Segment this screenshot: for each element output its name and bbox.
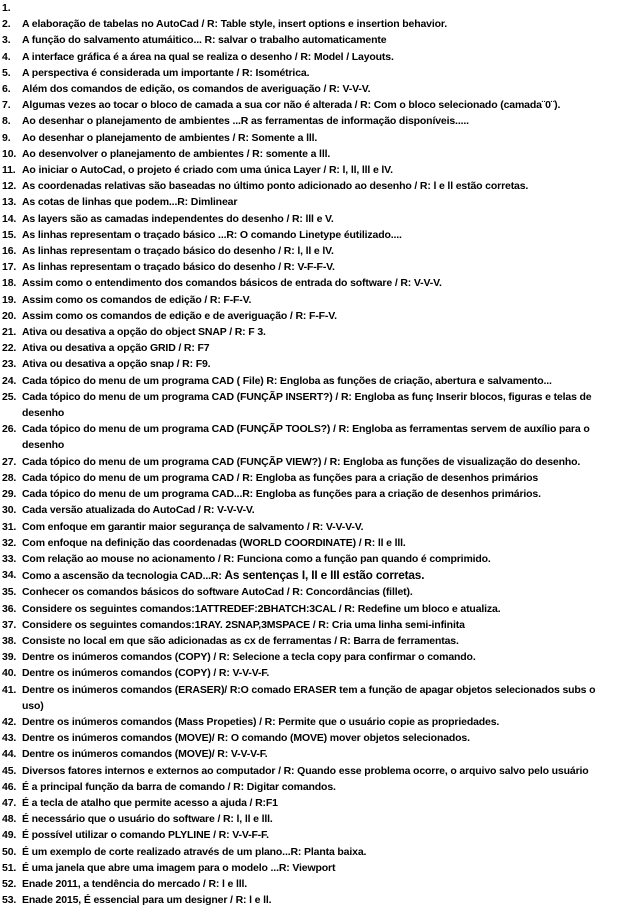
item-text <box>22 162 623 178</box>
list-item <box>2 730 623 746</box>
item-text <box>22 454 623 470</box>
item-text <box>22 519 623 535</box>
list-item <box>2 0 623 16</box>
item-text <box>22 502 623 518</box>
item-text <box>22 194 623 210</box>
item-question-answer: As coordenadas relativas são baseadas no último ponto adicionado ao desenho / R: l e ll estão corretas. <box>22 180 529 193</box>
item-number: 18. <box>2 277 17 290</box>
item-text <box>22 763 623 779</box>
item-question-answer: Cada tópico do menu de um programa CAD (FUNÇÃP TOOLS?) / R: Engloba as ferramentas servem de auxílio para o desenho <box>22 423 590 452</box>
list-item <box>2 162 623 178</box>
item-question-answer: Como a ascensão da tecnologia CAD...R: <box>22 570 225 583</box>
item-text <box>22 356 623 372</box>
item-question-answer: As linhas representam o traçado básico ...R: O comando Linetype éutilizado.... <box>22 228 402 241</box>
item-number: 16. <box>2 245 17 258</box>
item-question-answer: As layers são as camadas independentes do desenho / R: lll e V. <box>22 212 334 225</box>
list-item <box>2 892 623 908</box>
list-item <box>2 113 623 129</box>
item-question-answer: Com relação ao mouse no acionamento / R: Funciona como a função pan quando é comprimido. <box>22 552 491 565</box>
item-question-answer: As linhas representam o traçado básico do desenho / R: V-F-F-V. <box>22 261 335 274</box>
list-item <box>2 389 623 421</box>
list-item <box>2 584 623 600</box>
item-question-answer: Dentre os inúmeros comandos (Mass Propeties) / R: Permite que o usuário copie as propriedades. <box>22 715 500 728</box>
item-question-answer: Cada tópico do menu de um programa CAD ( File) R: Engloba as funções de criação, abertura e salvamento... <box>22 374 552 387</box>
item-text <box>22 146 623 162</box>
item-text <box>22 827 623 843</box>
item-number: 15. <box>2 228 17 241</box>
item-text <box>22 617 623 633</box>
item-question-answer: Considere os seguintes comandos:1RAY. 2SNAP,3MSPACE / R: Cria uma linha semi-infinita <box>22 618 465 631</box>
item-text <box>22 324 623 340</box>
item-text <box>22 97 623 113</box>
item-text <box>22 876 623 892</box>
item-question-answer: Cada tópico do menu de um programa CAD (FUNÇÃP VIEW?) / R: Engloba as funções de visualização do desenho. <box>22 455 581 468</box>
item-question-answer: Ativa ou desativa a opção snap / R: F9. <box>22 358 211 371</box>
item-text <box>22 130 623 146</box>
list-item <box>2 308 623 324</box>
item-question-answer: Enade 2015, É essencial para um designer / R: l e ll. <box>22 894 272 907</box>
item-question-answer: Dentre os inúmeros comandos (COPY) / R: V-V-V-F. <box>22 667 270 680</box>
item-number: 8. <box>2 115 11 128</box>
item-question-answer: Com enfoque em garantir maior segurança de salvamento / R: V-V-V-V. <box>22 520 364 533</box>
item-question-answer: Considere os seguintes comandos:1ATTREDEF:2BHATCH:3CAL / R: Redefine um bloco e atualiza. <box>22 602 501 615</box>
item-answer-emphasis: As sentenças I, II e III estão corretas. <box>224 568 425 583</box>
list-item <box>2 292 623 308</box>
item-number: 10. <box>2 147 17 160</box>
list-item <box>2 876 623 892</box>
item-text <box>22 860 623 876</box>
item-number: 30. <box>2 504 17 517</box>
item-question-answer: Assim como os comandos de edição e de averiguação / R: F-F-V. <box>22 309 337 322</box>
item-text <box>22 81 623 97</box>
item-question-answer: Consiste no local em que são adicionadas as cx de ferramentas / R: Barra de ferramentas. <box>22 634 459 647</box>
list-item <box>2 617 623 633</box>
item-number: 1. <box>2 2 11 14</box>
item-text <box>22 746 623 762</box>
list-item <box>2 844 623 860</box>
item-text <box>22 211 623 227</box>
list-item <box>2 227 623 243</box>
item-text <box>22 730 623 746</box>
list-item <box>2 601 623 617</box>
item-number: 43. <box>2 732 17 745</box>
item-text <box>22 665 623 681</box>
item-number: 17. <box>2 261 17 274</box>
item-number: 19. <box>2 293 17 306</box>
list-item <box>2 178 623 194</box>
list-item <box>2 811 623 827</box>
item-question-answer: Cada tópico do menu de um programa CAD / R: Engloba as funções para a criação de desenhos primários <box>22 471 539 484</box>
item-number: 48. <box>2 813 17 826</box>
list-item <box>2 763 623 779</box>
list-item <box>2 486 623 502</box>
list-item <box>2 795 623 811</box>
item-question-answer: Conhecer os comandos básicos do software AutoCad / R: Concordâncias (fillet). <box>22 586 413 599</box>
item-number: 32. <box>2 536 17 549</box>
list-item <box>2 682 623 714</box>
item-number: 31. <box>2 520 17 533</box>
item-number: 23. <box>2 358 17 371</box>
list-item <box>2 470 623 486</box>
list-item <box>2 97 623 113</box>
item-number: 37. <box>2 618 17 631</box>
item-number: 20. <box>2 309 17 322</box>
item-text <box>22 259 623 275</box>
item-number: 52. <box>2 877 17 890</box>
item-text <box>22 49 623 65</box>
item-text <box>22 844 623 860</box>
list-item <box>2 65 623 81</box>
list-item <box>2 324 623 340</box>
item-text <box>22 486 623 502</box>
item-number: 28. <box>2 471 17 484</box>
item-text <box>22 227 623 243</box>
list-item <box>2 746 623 762</box>
item-number: 5. <box>2 66 11 79</box>
item-question-answer: Assim como os comandos de edição / R: F-F-V. <box>22 293 252 306</box>
item-question-answer: É uma janela que abre uma imagem para o modelo ...R: Viewport <box>22 861 336 874</box>
list-item <box>2 714 623 730</box>
item-question-answer: Com enfoque na definição das coordenadas (WORLD COORDINATE) / R: ll e lll. <box>22 536 406 549</box>
item-text <box>22 275 623 291</box>
list-item <box>2 356 623 372</box>
item-question-answer: A função do salvamento atumáitico... R: salvar o trabalho automaticamente <box>22 34 387 47</box>
item-question-answer: É a tecla de atalho que permite acesso a ajuda / R:F1 <box>22 796 278 809</box>
item-number: 40. <box>2 667 17 680</box>
list-item <box>2 779 623 795</box>
list-item <box>2 421 623 453</box>
item-text <box>22 649 623 665</box>
list-item <box>2 827 623 843</box>
item-question-answer: É um exemplo de corte realizado através de um plano...R: Planta baixa. <box>22 845 367 858</box>
item-number: 11. <box>2 164 16 177</box>
item-text <box>22 682 623 714</box>
list-item <box>2 454 623 470</box>
item-number: 22. <box>2 342 17 355</box>
item-number: 7. <box>2 99 11 112</box>
item-number: 38. <box>2 634 17 647</box>
item-question-answer: Algumas vezes ao tocar o bloco de camada a sua cor não é alterada / R: Com o bloco selecionado (camada¨0¨). <box>22 99 561 112</box>
item-question-answer: Ao desenvolver o planejamento de ambientes / R: somente a lll. <box>22 147 331 160</box>
item-text <box>22 470 623 486</box>
list-item <box>2 130 623 146</box>
item-number: 13. <box>2 196 17 209</box>
list-item <box>2 259 623 275</box>
item-text <box>22 292 623 308</box>
item-text <box>22 113 623 129</box>
item-number: 41. <box>2 683 17 696</box>
item-question-answer: Dentre os inúmeros comandos (MOVE)/ R: O comando (MOVE) mover objetos selecionados. <box>22 732 470 745</box>
item-number: 42. <box>2 715 17 728</box>
item-question-answer: As linhas representam o traçado básico do desenho / R: l, ll e lV. <box>22 245 334 258</box>
item-text <box>22 340 623 356</box>
item-text <box>22 795 623 811</box>
item-number: 34. <box>2 569 17 582</box>
item-question-answer: A interface gráfica é a área na qual se realiza o desenho / R: Model / Layouts. <box>22 50 394 63</box>
item-text <box>22 32 623 48</box>
item-text <box>22 601 623 617</box>
item-number: 6. <box>2 83 11 96</box>
item-question-answer: Ativa ou desativa a opção do object SNAP / R: F 3. <box>22 326 266 339</box>
list-item <box>2 633 623 649</box>
item-text <box>22 178 623 194</box>
item-number: 27. <box>2 455 17 468</box>
item-text <box>22 633 623 649</box>
item-number: 46. <box>2 780 17 793</box>
item-number: 33. <box>2 552 17 565</box>
item-question-answer: Assim como o entendimento dos comandos básicos de entrada do software / R: V-V-V. <box>22 277 442 290</box>
list-item <box>2 519 623 535</box>
item-question-answer: Diversos fatores internos e externos ao computador / R: Quando esse problema ocorre, o arquivo salvo pelo usuário <box>22 764 589 777</box>
list-item <box>2 243 623 259</box>
list-item <box>2 860 623 876</box>
item-question-answer: A elaboração de tabelas no AutoCad / R: Table style, insert options e insertion behavior. <box>22 18 448 31</box>
item-text <box>22 779 623 795</box>
item-text <box>22 421 623 453</box>
item-number: 36. <box>2 602 17 615</box>
item-question-answer: É necessário que o usuário do software / R: l, ll e lll. <box>22 813 273 826</box>
answer-list <box>2 0 623 908</box>
list-item <box>2 340 623 356</box>
item-question-answer: Enade 2011, a tendência do mercado / R: l e lll. <box>22 877 248 890</box>
list-item <box>2 373 623 389</box>
item-number: 24. <box>2 374 17 387</box>
item-number: 9. <box>2 131 11 144</box>
item-text <box>22 65 623 81</box>
item-number: 50. <box>2 845 17 858</box>
item-question-answer: É possível utilizar o comando PLYLINE / R: V-V-F-F. <box>22 829 269 842</box>
item-text <box>22 535 623 551</box>
item-text <box>22 373 623 389</box>
list-item <box>2 535 623 551</box>
item-question-answer: Ao iniciar o AutoCad, o projeto é criado com uma única Layer / R: l, ll, lll e lV. <box>22 164 393 177</box>
list-item <box>2 649 623 665</box>
item-question-answer: Ativa ou desativa a opção GRID / R: F7 <box>22 342 210 355</box>
list-item <box>2 146 623 162</box>
item-question-answer: Além dos comandos de edição, os comandos de averiguação / R: V-V-V. <box>22 83 371 96</box>
item-number: 29. <box>2 488 17 501</box>
item-text <box>22 584 623 600</box>
item-number: 39. <box>2 651 17 664</box>
item-text <box>22 389 623 421</box>
item-question-answer: Dentre os inúmeros comandos (COPY) / R: Selecione a tecla copy para confirmar o comando. <box>22 651 476 664</box>
item-text <box>22 892 623 908</box>
list-item <box>2 665 623 681</box>
item-question-answer: É a principal função da barra de comando / R: Digitar comandos. <box>22 780 336 793</box>
item-number: 53. <box>2 894 17 907</box>
list-item <box>2 551 623 567</box>
item-question-answer: Cada tópico do menu de um programa CAD...R: Engloba as funções para a criação de desenhos primários. <box>22 488 541 501</box>
item-number: 35. <box>2 586 17 599</box>
item-number: 47. <box>2 796 17 809</box>
item-number: 45. <box>2 764 17 777</box>
item-question-answer: Cada versão atualizada do AutoCad / R: V-V-V-V. <box>22 504 255 517</box>
item-number: 4. <box>2 50 11 63</box>
item-text <box>22 567 623 584</box>
item-number: 44. <box>2 748 17 761</box>
item-number: 26. <box>2 423 17 436</box>
item-question-answer: Dentre os inúmeros comandos (ERASER)/ R:O comado ERASER tem a função de apagar objetos selecionados subs o uso) <box>22 683 596 712</box>
item-text <box>22 16 623 32</box>
list-item <box>2 49 623 65</box>
item-question-answer: Cada tópico do menu de um programa CAD (FUNÇÃP INSERT?) / R: Engloba as funç Inserir blocos, figuras e telas de desenho <box>22 390 592 420</box>
item-number: 14. <box>2 212 17 225</box>
item-number: 3. <box>2 34 11 47</box>
item-question-answer: As cotas de linhas que podem...R: Dimlinear <box>22 196 238 209</box>
item-question-answer: Ao desenhar o planejamento de ambientes ...R as ferramentas de informação disponíveis..... <box>22 115 469 128</box>
item-question-answer: A perspectiva é considerada um importante / R: Isométrica. <box>22 66 310 79</box>
list-item <box>2 194 623 210</box>
item-text <box>22 308 623 324</box>
item-number: 2. <box>2 18 11 31</box>
item-text <box>22 714 623 730</box>
item-number: 21. <box>2 326 17 339</box>
item-number: 25. <box>2 390 17 403</box>
item-number: 49. <box>2 829 17 842</box>
item-number: 51. <box>2 861 17 874</box>
list-item <box>2 567 623 584</box>
item-question-answer: Dentre os inúmeros comandos (MOVE)/ R: V-V-V-F. <box>22 748 268 761</box>
item-number: 12. <box>2 180 17 193</box>
item-text <box>22 811 623 827</box>
item-text <box>22 243 623 259</box>
list-item <box>2 81 623 97</box>
item-text <box>22 551 623 567</box>
list-item <box>2 275 623 291</box>
list-item <box>2 502 623 518</box>
list-item <box>2 16 623 32</box>
item-question-answer: Ao desenhar o planejamento de ambientes / R: Somente a lll. <box>22 131 318 144</box>
list-item <box>2 211 623 227</box>
list-item <box>2 32 623 48</box>
